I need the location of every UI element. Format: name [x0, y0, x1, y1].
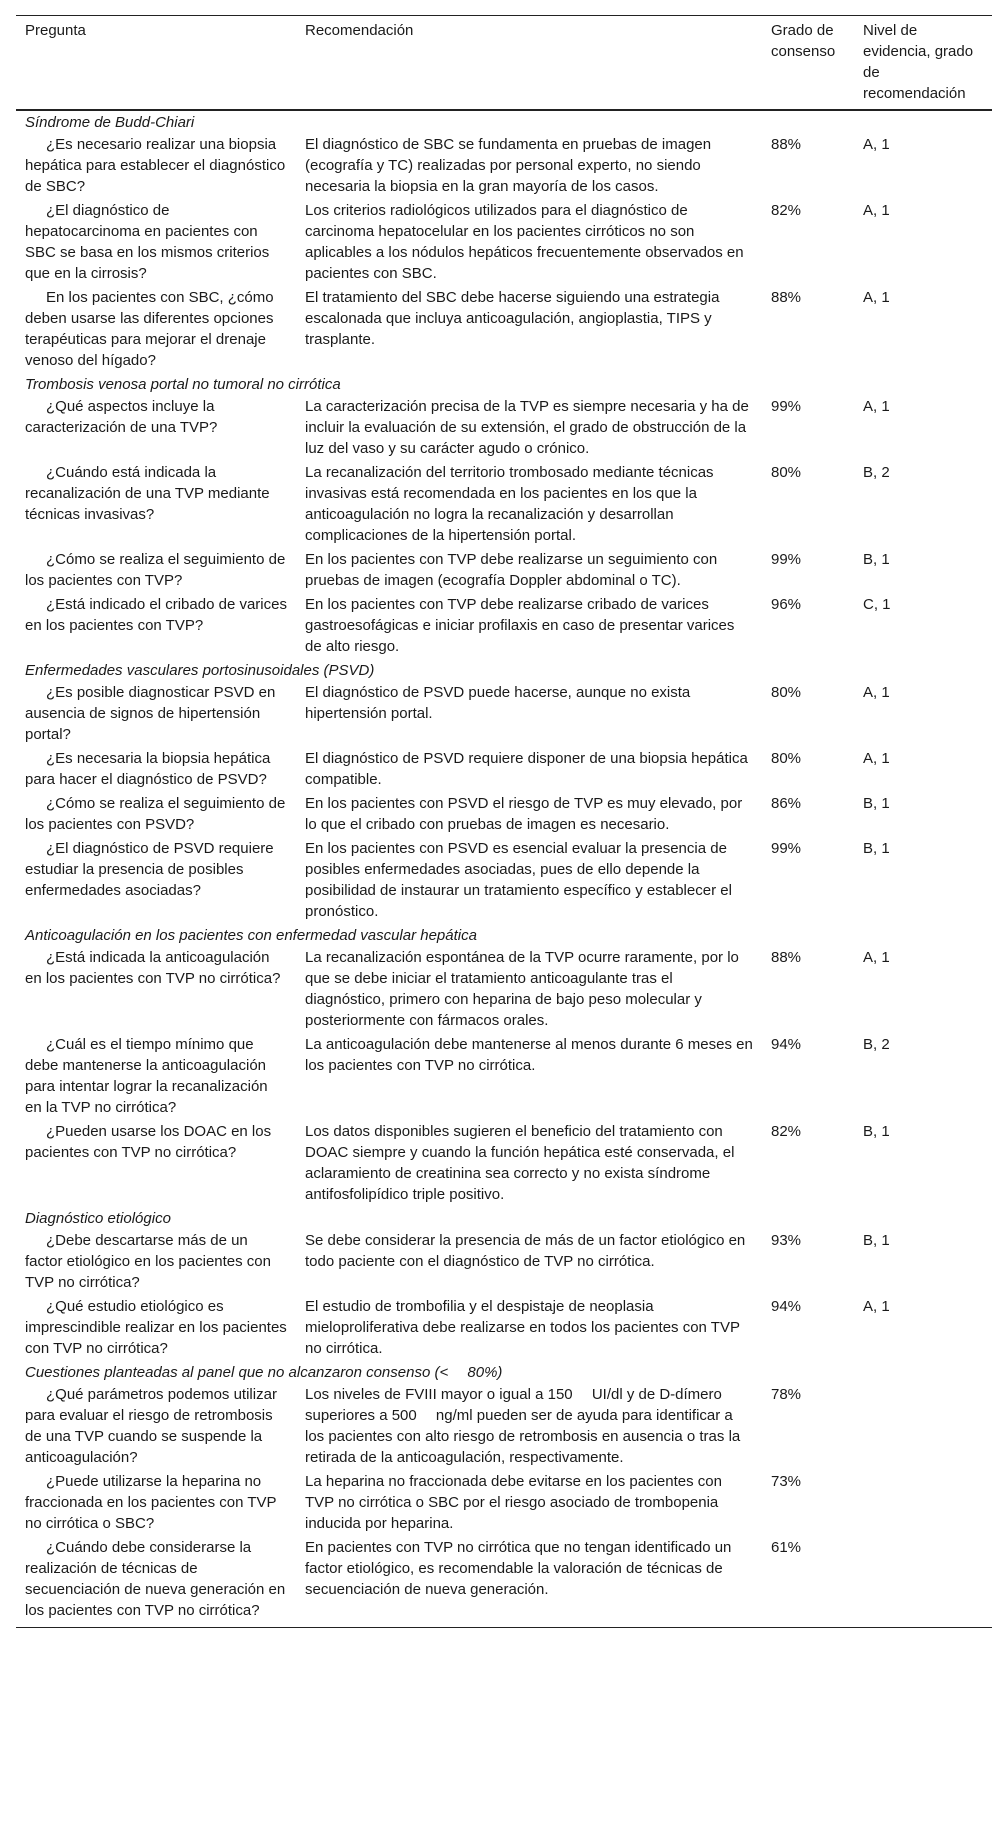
evidence-cell — [854, 1470, 992, 1536]
consensus-cell: 86% — [771, 795, 802, 812]
section-title: Trombosis venosa portal no tumoral no cirrótica — [25, 376, 341, 393]
evidence-cell — [854, 1536, 992, 1628]
recommendation-cell: Se debe considerar la presencia de más de un factor etiológico en todo paciente con el diagnóstico de TVP no cirrótica. — [305, 1232, 746, 1270]
recommendation-cell: En los pacientes con PSVD el riesgo de TVP es muy elevado, por lo que el cribado con pruebas de imagen es necesario. — [305, 795, 743, 833]
question-cell: ¿Es necesaria la biopsia hepática para hacer el diagnóstico de PSVD? — [25, 750, 271, 788]
evidence-cell: A, 1 — [863, 750, 890, 767]
consensus-cell: 99% — [771, 840, 802, 857]
table-row — [16, 1295, 992, 1361]
evidence-cell: A, 1 — [863, 949, 890, 966]
table-row — [16, 946, 992, 1033]
question-cell: ¿Debe descartarse más de un factor etiológico en los pacientes con TVP no cirrótica? — [25, 1232, 271, 1291]
evidence-cell: A, 1 — [863, 289, 890, 306]
consensus-cell: 93% — [771, 1232, 802, 1249]
evidence-cell: C, 1 — [863, 596, 891, 613]
table-row — [16, 1120, 992, 1207]
table-row — [16, 461, 992, 548]
question-cell: ¿El diagnóstico de hepatocarcinoma en pacientes con SBC se basa en los mismos criterios que en la cirrosis? — [25, 202, 270, 282]
evidence-cell: B, 2 — [863, 464, 890, 481]
section-title: Cuestiones planteadas al panel que no alcanzaron consenso (< 80%) — [25, 1364, 503, 1381]
recommendation-cell: En los pacientes con PSVD es esencial evaluar la presencia de posibles enfermedades asociadas, pues de ello depende la posibilidad de instaurar un tratamiento específico y establecer el pronóstico. — [305, 840, 732, 920]
header-evidence: Nivel de evidencia, grado de recomendación — [863, 22, 974, 102]
header-question: Pregunta — [25, 22, 86, 39]
question-cell: ¿Es posible diagnosticar PSVD en ausencia de signos de hipertensión portal? — [25, 684, 276, 743]
table-row — [16, 395, 992, 461]
consensus-cell: 88% — [771, 136, 802, 153]
header-row — [16, 16, 992, 111]
section-header — [16, 1207, 992, 1229]
question-cell: ¿Está indicada la anticoagulación en los pacientes con TVP no cirrótica? — [25, 949, 281, 987]
recommendation-cell: El estudio de trombofilia y el despistaje de neoplasia mieloproliferativa debe realizarse en todos los pacientes con TVP no cirrótica. — [305, 1298, 740, 1357]
consensus-cell: 80% — [771, 464, 802, 481]
table-row — [16, 548, 992, 593]
recommendation-cell: El diagnóstico de PSVD requiere disponer de una biopsia hepática compatible. — [305, 750, 748, 788]
evidence-cell: B, 1 — [863, 795, 890, 812]
section-header — [16, 924, 992, 946]
evidence-cell: A, 1 — [863, 684, 890, 701]
table-row — [16, 1383, 992, 1470]
recommendation-cell: La recanalización espontánea de la TVP ocurre raramente, por lo que se debe iniciar el tratamiento anticoagulante tras el diagnóstico, primero con heparina de bajo peso molecular y posteriormente con fármacos orales. — [305, 949, 739, 1029]
consensus-cell: 94% — [771, 1298, 802, 1315]
recommendation-cell: La recanalización del territorio trombosado mediante técnicas invasivas está recomendada en los pacientes en los que la anticoagulación no logra la recanalización y desarrollan complicaciones de la hipertensión portal. — [305, 464, 714, 544]
question-cell: ¿Qué estudio etiológico es imprescindible realizar en los pacientes con TVP no cirrótica? — [25, 1298, 287, 1357]
recommendation-cell: La anticoagulación debe mantenerse al menos durante 6 meses en los pacientes con TVP no cirrótica. — [305, 1036, 753, 1074]
consensus-cell: 73% — [771, 1473, 802, 1490]
table-row — [16, 286, 992, 373]
evidence-cell: A, 1 — [863, 398, 890, 415]
evidence-cell: A, 1 — [863, 202, 890, 219]
recommendation-cell: Los criterios radiológicos utilizados para el diagnóstico de carcinoma hepatocelular en los pacientes cirróticos no son aplicables a los nódulos hepáticos frecuentemente observados en pacientes con SBC. — [305, 202, 744, 282]
consensus-cell: 88% — [771, 289, 802, 306]
question-cell: ¿Está indicado el cribado de varices en los pacientes con TVP? — [25, 596, 287, 634]
consensus-cell: 82% — [771, 1123, 802, 1140]
section-header — [16, 659, 992, 681]
recommendation-cell: El diagnóstico de SBC se fundamenta en pruebas de imagen (ecografía y TC) realizadas por personal experto, no siendo necesaria la biopsia en la gran mayoría de los casos. — [305, 136, 712, 195]
section-header — [16, 110, 992, 133]
table-row — [16, 681, 992, 747]
question-cell: ¿Cuándo debe considerarse la realización de técnicas de secuenciación de nueva generación en los pacientes con TVP no cirrótica? — [25, 1539, 286, 1619]
table-row — [16, 133, 992, 199]
table-row — [16, 1229, 992, 1295]
table-body — [16, 110, 992, 1628]
recommendation-cell: El tratamiento del SBC debe hacerse siguiendo una estrategia escalonada que incluya anticoagulación, angioplastia, TIPS y trasplante. — [305, 289, 720, 348]
table-row — [16, 593, 992, 659]
recommendation-cell: La caracterización precisa de la TVP es siempre necesaria y ha de incluir la evaluación de su extensión, el grado de obstrucción de la luz del vaso y su carácter agudo o crónico. — [305, 398, 749, 457]
question-cell: ¿Cuál es el tiempo mínimo que debe mantenerse la anticoagulación para intentar lograr la recanalización en la TVP no cirrótica? — [25, 1036, 268, 1116]
question-cell: ¿Cómo se realiza el seguimiento de los pacientes con PSVD? — [25, 795, 286, 833]
table-row — [16, 1470, 992, 1536]
header-recommendation: Recomendación — [305, 22, 414, 39]
table-row — [16, 1033, 992, 1120]
question-cell: ¿Cuándo está indicada la recanalización de una TVP mediante técnicas invasivas? — [25, 464, 270, 523]
question-cell: ¿Qué aspectos incluye la caracterización de una TVP? — [25, 398, 218, 436]
consensus-cell: 94% — [771, 1036, 802, 1053]
question-cell: ¿Es necesario realizar una biopsia hepática para establecer el diagnóstico de SBC? — [25, 136, 286, 195]
table-row — [16, 837, 992, 924]
evidence-cell: A, 1 — [863, 1298, 890, 1315]
evidence-cell: B, 2 — [863, 1036, 890, 1053]
table-row — [16, 199, 992, 286]
recommendation-cell: En los pacientes con TVP debe realizarse un seguimiento con pruebas de imagen (ecografía Doppler abdominal o TC). — [305, 551, 718, 589]
recommendation-cell: Los niveles de FVIII mayor o igual a 150 UI/dl y de D-dímero superiores a 500 ng/ml pueden ser de ayuda para identificar a los pacientes con alto riesgo de retrombosis en ausencia o tras la retirada de la anticoagulación, respectivamente. — [305, 1386, 741, 1466]
consensus-cell: 99% — [771, 551, 802, 568]
recommendation-cell: En los pacientes con TVP debe realizarse cribado de varices gastroesofágicas e iniciar profilaxis en caso de presentar varices de alto riesgo. — [305, 596, 735, 655]
evidence-cell: B, 1 — [863, 840, 890, 857]
recommendation-cell: En pacientes con TVP no cirrótica que no tengan identificado un factor etiológico, es recomendable la valoración de técnicas de secuenciación de nueva generación. — [305, 1539, 732, 1598]
evidence-cell: B, 1 — [863, 1232, 890, 1249]
recommendation-cell: El diagnóstico de PSVD puede hacerse, aunque no exista hipertensión portal. — [305, 684, 691, 722]
question-cell: ¿Qué parámetros podemos utilizar para evaluar el riesgo de retrombosis de una TVP cuando se suspende la anticoagulación? — [25, 1386, 277, 1466]
table-row — [16, 747, 992, 792]
question-cell: En los pacientes con SBC, ¿cómo deben usarse las diferentes opciones terapéuticas para mejorar el drenaje venoso del hígado? — [25, 289, 274, 369]
section-header — [16, 373, 992, 395]
consensus-cell: 78% — [771, 1386, 802, 1403]
section-title: Síndrome de Budd-Chiari — [25, 114, 195, 131]
section-header — [16, 1361, 992, 1383]
section-title: Diagnóstico etiológico — [25, 1210, 171, 1227]
consensus-cell: 82% — [771, 202, 802, 219]
question-cell: ¿El diagnóstico de PSVD requiere estudiar la presencia de posibles enfermedades asociadas? — [25, 840, 274, 899]
question-cell: ¿Pueden usarse los DOAC en los pacientes con TVP no cirrótica? — [25, 1123, 272, 1161]
consensus-table — [16, 15, 992, 1628]
consensus-cell: 88% — [771, 949, 802, 966]
question-cell: ¿Puede utilizarse la heparina no fraccionada en los pacientes con TVP no cirrótica o SBC? — [25, 1473, 277, 1532]
evidence-cell — [854, 1383, 992, 1470]
table-row — [16, 1536, 992, 1628]
table-header — [16, 16, 992, 111]
table-row — [16, 792, 992, 837]
recommendation-cell: La heparina no fraccionada debe evitarse en los pacientes con TVP no cirrótica o SBC por el riesgo asociado de trombopenia inducida por heparina. — [305, 1473, 722, 1532]
consensus-cell: 99% — [771, 398, 802, 415]
consensus-cell: 61% — [771, 1539, 802, 1556]
section-title: Anticoagulación en los pacientes con enfermedad vascular hepática — [25, 927, 477, 944]
consensus-cell: 96% — [771, 596, 802, 613]
recommendation-cell: Los datos disponibles sugieren el beneficio del tratamiento con DOAC siempre y cuando la función hepática esté conservada, el aclaramiento de creatinina sea correcto y no exista síndrome antifosfolipídico triple positivo. — [305, 1123, 735, 1203]
section-title: Enfermedades vasculares portosinusoidales (PSVD) — [25, 662, 375, 679]
evidence-cell: B, 1 — [863, 1123, 890, 1140]
consensus-cell: 80% — [771, 750, 802, 767]
consensus-cell: 80% — [771, 684, 802, 701]
evidence-cell: B, 1 — [863, 551, 890, 568]
question-cell: ¿Cómo se realiza el seguimiento de los pacientes con TVP? — [25, 551, 286, 589]
header-consensus: Grado de consenso — [771, 22, 836, 60]
evidence-cell: A, 1 — [863, 136, 890, 153]
